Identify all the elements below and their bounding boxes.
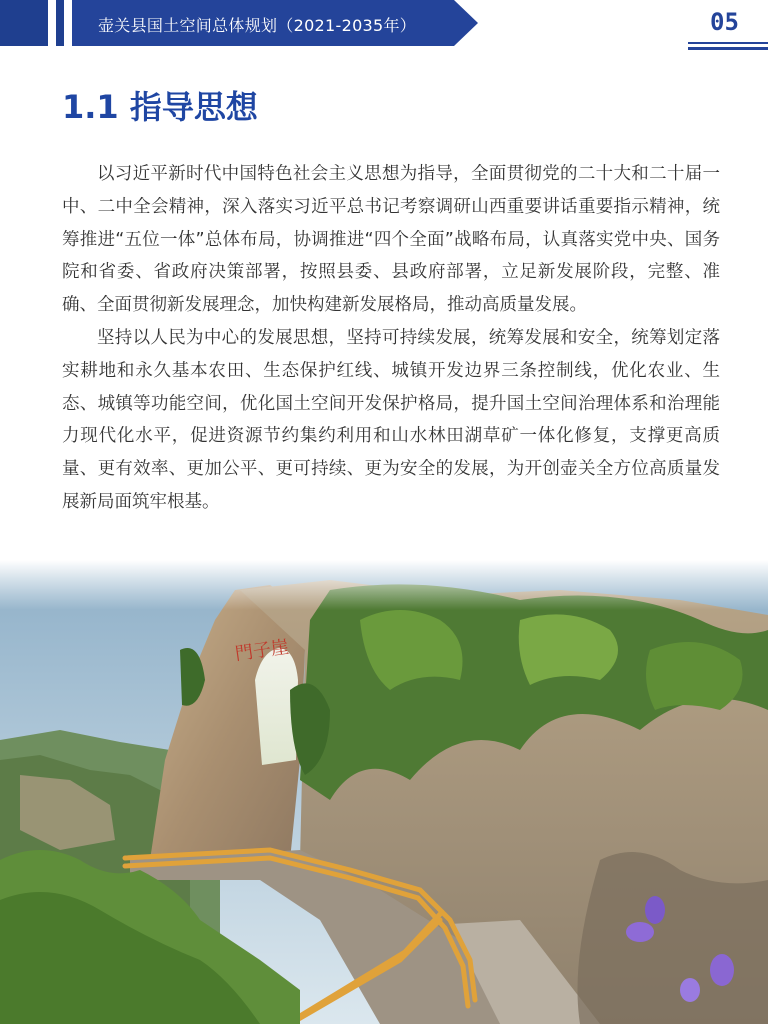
header-stripe [56,0,64,46]
document-title: 壶关县国土空间总体规划（2021-2035年） [98,16,417,35]
page-number: 05 [710,8,739,36]
page-header [0,0,768,60]
header-stripe [0,0,48,46]
paragraph-1: 以习近平新时代中国特色社会主义思想为指导，全面贯彻党的二十大和二十届一中、二中全会精神，深入落实习近平总书记考察调研山西重要讲话重要指示精神，统筹推进“五位一体”总体布局，协调推进“四个全面”战略布局，认真落实党中央、国务院和省委、省政府决策部署，按照县委、县政府部署，立足新发展阶段，完整、准确、全面贯彻新发展理念，加快构建新发展格局，推动高质量发展。 [62,164,720,316]
section-body [62,158,720,519]
photo-top-fade [0,560,768,610]
page-number-underline [688,47,768,50]
page-number-underline [688,42,768,44]
landscape-photo [0,560,768,1024]
paragraph-2: 坚持以人民为中心的发展思想，坚持可持续发展，统筹发展和安全，统筹划定落实耕地和永久基本农田、生态保护红线、城镇开发边界三条控制线，优化农业、生态、城镇等功能空间，优化国土空间开发保护格局，提升国土空间治理体系和治理能力现代化水平，促进资源节约集约利用和山水林田湖草矿一体化修复，支撑更高质量、更有效率、更加公平、更可持续、更为安全的发展，为开创壶关全方位高质量发展新局面筑牢根基。 [62,327,720,512]
section-title: 1.1 指导思想 [62,88,258,126]
cliff-road-illustration [0,560,768,1024]
rock-inscription: 門子崖 [233,636,291,665]
